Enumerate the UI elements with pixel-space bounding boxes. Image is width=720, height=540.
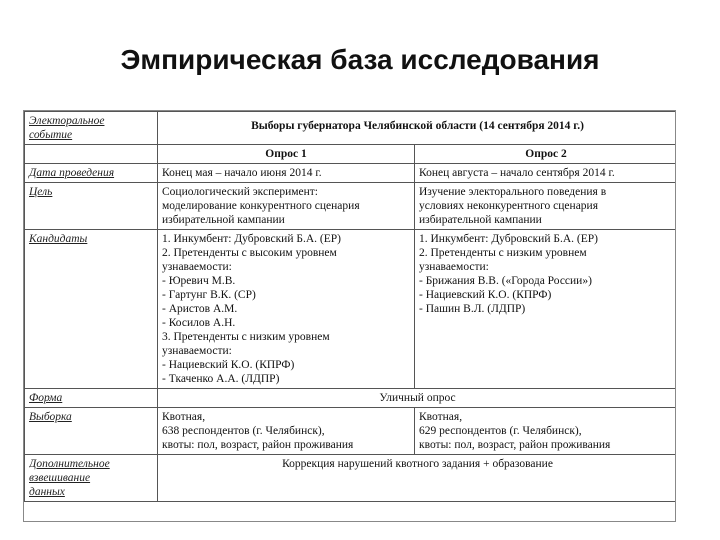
poll1-sample <box>158 408 415 455</box>
goal-line: избирательной кампании <box>162 214 285 226</box>
table-row-goal <box>25 183 677 230</box>
label-line: Дополнительное <box>29 458 110 470</box>
candidate-line: - Ткаченко А.А. (ЛДПР) <box>162 373 280 385</box>
row-label-date: Дата проведения <box>25 164 158 183</box>
row-label-sample: Выборка <box>25 408 158 455</box>
poll2-goal <box>415 183 677 230</box>
row-label-goal: Цель <box>25 183 158 230</box>
candidate-line: - Нациевский К.О. (КПРФ) <box>162 359 295 371</box>
research-base-table <box>24 111 676 502</box>
table-row-candidates <box>25 230 677 389</box>
candidate-line: узнаваемости: <box>162 261 232 273</box>
goal-line: моделирование конкурентного сценария <box>162 200 360 212</box>
goal-line: Социологический эксперимент: <box>162 186 318 198</box>
row-label-candidates: Кандидаты <box>25 230 158 389</box>
candidate-line: - Нациевский К.О. (КПРФ) <box>419 289 552 301</box>
poll1-candidates <box>158 230 415 389</box>
candidate-line: - Гартунг В.К. (СР) <box>162 289 256 301</box>
sample-line: квоты: пол, возраст, район проживания <box>162 439 354 451</box>
poll1-goal <box>158 183 415 230</box>
page-title: Эмпирическая база исследования <box>120 44 600 75</box>
candidate-line: - Юревич М.В. <box>162 275 236 287</box>
candidate-line: 2. Претенденты с низким уровнем <box>419 247 587 259</box>
table-row-date <box>25 164 677 183</box>
research-table-frame <box>23 110 676 522</box>
sample-line: 638 респондентов (г. Челябинск), <box>162 425 325 437</box>
candidate-line: - Брижания В.В. («Города России») <box>419 275 592 287</box>
label-line: Электоральное <box>29 115 105 127</box>
candidate-line: - Аристов А.М. <box>162 303 238 315</box>
table-row-event <box>25 112 677 145</box>
poll1-header: Опрос 1 <box>158 145 415 164</box>
candidate-line: 1. Инкумбент: Дубровский Б.А. (ЕР) <box>162 233 341 245</box>
form-value: Уличный опрос <box>158 389 677 408</box>
poll2-candidates <box>415 230 677 389</box>
row-label-weighting <box>25 455 158 502</box>
sample-line: квоты: пол, возраст, район проживания <box>419 439 611 451</box>
candidate-line: узнаваемости: <box>419 261 489 273</box>
poll1-date: Конец мая – начало июня 2014 г. <box>158 164 415 183</box>
candidate-line: 3. Претенденты с низким уровнем <box>162 331 330 343</box>
row-label-event <box>25 112 158 145</box>
candidate-line: - Пашин В.Л. (ЛДПР) <box>419 303 526 315</box>
table-row-form <box>25 389 677 408</box>
poll2-date: Конец августа – начало сентября 2014 г. <box>415 164 677 183</box>
empty-cell <box>25 145 158 164</box>
table-row-polls <box>25 145 677 164</box>
candidate-line: - Косилов А.Н. <box>162 317 236 329</box>
label-line: взвешивание <box>29 472 91 484</box>
sample-line: Квотная, <box>162 411 206 423</box>
goal-line: Изучение электорального поведения в <box>419 186 607 198</box>
sample-line: 629 респондентов (г. Челябинск), <box>419 425 582 437</box>
label-line: данных <box>29 486 65 498</box>
candidate-line: 1. Инкумбент: Дубровский Б.А. (ЕР) <box>419 233 598 245</box>
table-row-weighting <box>25 455 677 502</box>
poll2-sample <box>415 408 677 455</box>
event-value: Выборы губернатора Челябинской области (14 сентября 2014 г.) <box>158 112 677 145</box>
table-row-sample <box>25 408 677 455</box>
candidate-line: узнаваемости: <box>162 345 232 357</box>
row-label-form: Форма <box>25 389 158 408</box>
candidate-line: 2. Претенденты с высоким уровнем <box>162 247 337 259</box>
label-line: событие <box>29 129 73 141</box>
weighting-value: Коррекция нарушений квотного задания + образование <box>158 455 677 502</box>
poll2-header: Опрос 2 <box>415 145 677 164</box>
goal-line: условиях неконкурентного сценария <box>419 200 598 212</box>
sample-line: Квотная, <box>419 411 463 423</box>
goal-line: избирательной кампании <box>419 214 542 226</box>
